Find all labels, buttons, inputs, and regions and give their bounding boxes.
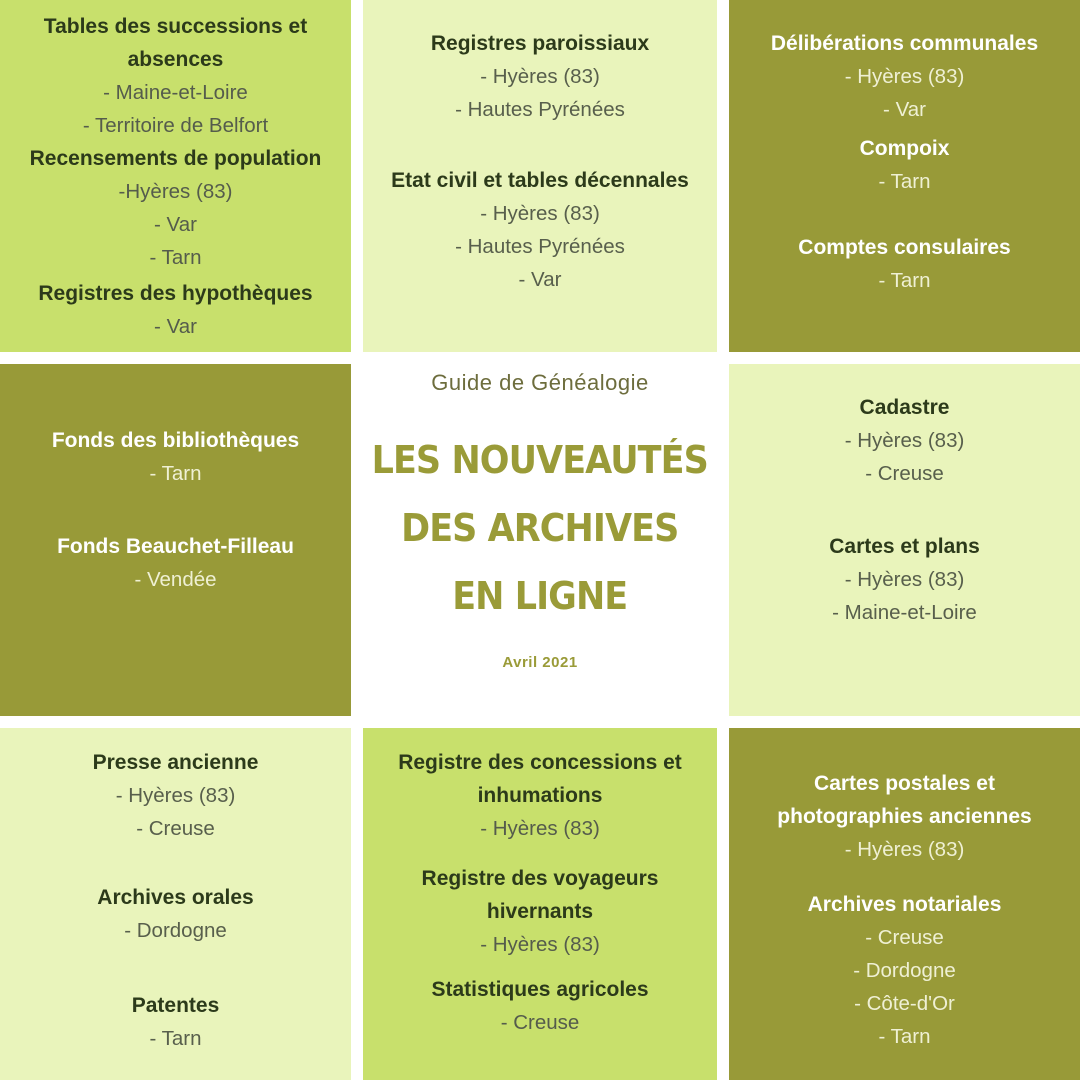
list-item: - Dordogne bbox=[124, 919, 227, 942]
section-title: Registre des voyageurs bbox=[421, 867, 659, 890]
section-archives-orales bbox=[97, 881, 253, 947]
tile-successions bbox=[0, 0, 351, 352]
list-item: - Maine-et-Loire bbox=[832, 601, 977, 624]
list-item: - Hyères (83) bbox=[480, 202, 600, 225]
section-title: Recensements de population bbox=[29, 147, 322, 170]
tile-concessions bbox=[363, 728, 717, 1080]
list-item: -Hyères (83) bbox=[118, 180, 233, 203]
list-item: - Creuse bbox=[500, 1011, 580, 1034]
section-cartes-postales bbox=[777, 767, 1031, 866]
tile-cadastre bbox=[729, 364, 1080, 716]
section-concessions bbox=[398, 746, 682, 845]
list-item: - Maine-et-Loire bbox=[103, 81, 248, 104]
list-item: - Hyères (83) bbox=[480, 65, 600, 88]
list-item: - Tarn bbox=[149, 246, 202, 269]
list-item: - Tarn bbox=[878, 1025, 931, 1048]
list-item: - Hautes Pyrénées bbox=[455, 235, 625, 258]
list-item: - Hyères (83) bbox=[844, 568, 965, 591]
list-item: - Vendée bbox=[134, 568, 217, 591]
section-title: Statistiques agricoles bbox=[431, 978, 649, 1001]
list-item: - Tarn bbox=[878, 170, 931, 193]
list-item: - Hyères (83) bbox=[480, 933, 600, 956]
section-etat-civil bbox=[391, 164, 689, 296]
headline-line-3: EN LIGNE bbox=[452, 574, 628, 618]
list-item: - Var bbox=[154, 315, 197, 338]
section-title: Archives orales bbox=[97, 886, 254, 909]
section-title: photographies anciennes bbox=[777, 805, 1032, 828]
section-registres-paroissiaux bbox=[431, 27, 649, 126]
headline-line-1: LES NOUVEAUTÉS bbox=[371, 438, 709, 482]
section-title: Registres des hypothèques bbox=[38, 282, 313, 305]
section-archives-notariales bbox=[808, 888, 1002, 1053]
edition-date: Avril 2021 bbox=[502, 654, 578, 671]
tile-presse bbox=[0, 728, 351, 1080]
list-item: - Hyères (83) bbox=[844, 838, 965, 861]
center-title-panel bbox=[363, 364, 717, 716]
tile-bibliotheques bbox=[0, 364, 351, 716]
list-item: - Territoire de Belfort bbox=[82, 114, 269, 137]
section-fonds-bibliotheques bbox=[52, 424, 299, 490]
section-title: Registre des concessions et bbox=[398, 751, 682, 774]
section-hypotheques bbox=[38, 277, 312, 343]
section-title: Presse ancienne bbox=[92, 751, 259, 774]
section-title: Registres paroissiaux bbox=[430, 32, 650, 55]
list-item: - Hyères (83) bbox=[115, 784, 236, 807]
list-item: - Tarn bbox=[878, 269, 931, 292]
brand-logo: Guide de Généalogie bbox=[431, 370, 649, 395]
section-deliberations bbox=[771, 27, 1038, 126]
section-recensements bbox=[30, 142, 322, 274]
list-item: - Var bbox=[518, 268, 562, 291]
section-title: inhumations bbox=[477, 784, 603, 807]
list-item: - Var bbox=[154, 213, 197, 236]
list-item: - Hyères (83) bbox=[844, 429, 965, 452]
section-title: Patentes bbox=[131, 994, 220, 1017]
section-successions-absences bbox=[44, 10, 307, 142]
section-cartes-plans bbox=[829, 530, 980, 629]
section-patentes bbox=[132, 989, 220, 1055]
section-title: Etat civil et tables décennales bbox=[391, 169, 689, 192]
list-item: - Tarn bbox=[149, 462, 202, 485]
section-title: Cadastre bbox=[859, 396, 950, 419]
list-item: - Hyères (83) bbox=[844, 65, 965, 88]
section-compoix bbox=[860, 132, 950, 198]
section-title: Comptes consulaires bbox=[798, 236, 1011, 259]
tile-deliberations bbox=[729, 0, 1080, 352]
section-cadastre bbox=[845, 391, 965, 490]
section-title: Cartes postales et bbox=[814, 772, 995, 795]
section-title: Archives notariales bbox=[807, 893, 1002, 916]
section-comptes-consulaires bbox=[798, 231, 1010, 297]
list-item: - Côte-d'Or bbox=[854, 992, 955, 1015]
section-title: Délibérations communales bbox=[770, 32, 1039, 55]
section-title: Fonds Beauchet-Filleau bbox=[57, 535, 294, 558]
list-item: - Hyères (83) bbox=[480, 817, 600, 840]
section-presse-ancienne bbox=[93, 746, 259, 845]
section-title: Fonds des bibliothèques bbox=[51, 429, 300, 452]
tile-cartes-postales bbox=[729, 728, 1080, 1080]
section-title: Tables des successions et bbox=[43, 15, 308, 38]
list-item: - Creuse bbox=[136, 817, 215, 840]
section-fonds-beauchet bbox=[57, 530, 294, 596]
list-item: - Creuse bbox=[865, 926, 944, 949]
section-title: absences bbox=[127, 48, 224, 71]
tile-paroissiaux bbox=[363, 0, 717, 352]
section-title: Cartes et plans bbox=[829, 535, 980, 558]
section-statistiques bbox=[431, 973, 648, 1039]
list-item: - Dordogne bbox=[853, 959, 956, 982]
section-title: hivernants bbox=[486, 900, 594, 923]
list-item: - Creuse bbox=[865, 462, 944, 485]
list-item: - Tarn bbox=[149, 1027, 202, 1050]
headline bbox=[372, 426, 708, 630]
section-voyageurs bbox=[422, 862, 659, 961]
list-item: - Hautes Pyrénées bbox=[455, 98, 625, 121]
headline-line-2: DES ARCHIVES bbox=[401, 506, 679, 550]
section-title: Compoix bbox=[859, 137, 950, 160]
list-item: - Var bbox=[883, 98, 926, 121]
